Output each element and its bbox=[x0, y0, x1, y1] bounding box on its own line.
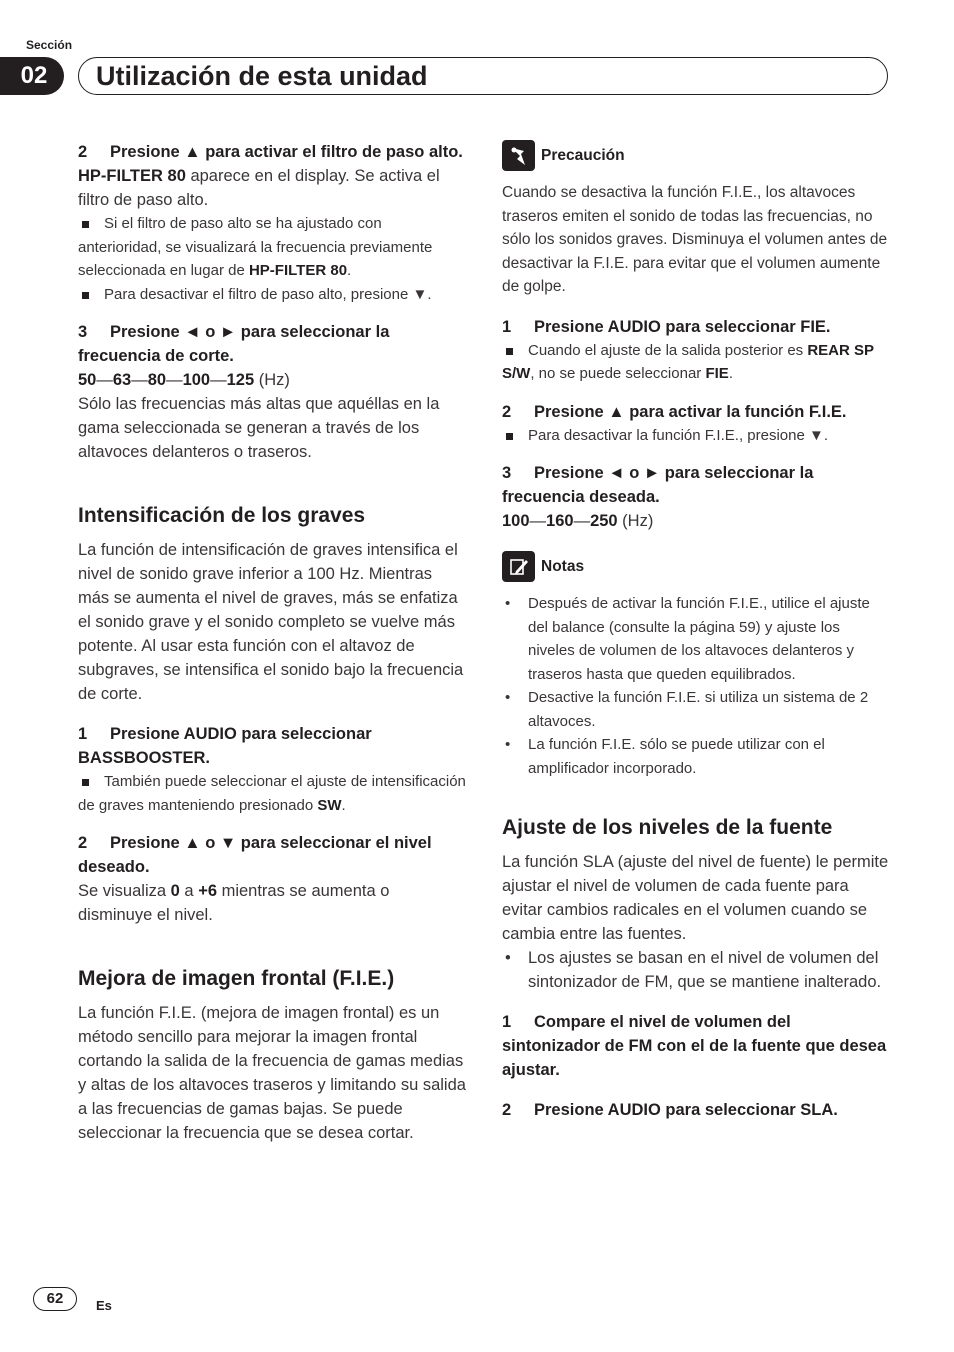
note-item: • Después de activar la función F.I.E., utilice el ajuste del balance (consulte la página 59) y ajuste los niveles de volumen de los altavoces delanteros y traseros hasta que queden equilibrados. bbox=[502, 592, 890, 686]
fie-step-1: 1 Presione AUDIO para seleccionar FIE. bbox=[502, 317, 831, 336]
fie-step-2-text: Presione ▲ para activar la función F.I.E. bbox=[534, 402, 847, 421]
sla-intro: La función SLA (ajuste del nivel de fuente) le permite ajustar el nivel de volumen de cada fuente para evitar cambios radicales en el volumen cuando se cambia entre las fuentes. bbox=[502, 853, 889, 943]
hpf-step-2-body: HP-FILTER 80 aparece en el display. Se activa el filtro de paso alto. bbox=[78, 167, 440, 209]
fie-note-1: Cuando el ajuste de la salida posterior es REAR SP S/W, no se puede seleccionar FIE. bbox=[502, 339, 890, 386]
section-number-badge: 02 bbox=[0, 57, 64, 95]
caution-header bbox=[502, 140, 890, 171]
sla-step-1: 1 Compare el nivel de volumen del sintonizador de FM con el de la fuente que desea ajustar. bbox=[502, 1013, 887, 1079]
right-column bbox=[502, 140, 890, 1122]
hpf-step-2: 2 Presione ▲ para activar el filtro de paso alto. bbox=[78, 143, 463, 161]
caution-pin-icon bbox=[502, 140, 535, 171]
note-item: • La función F.I.E. sólo se puede utilizar con el amplificador incorporado. bbox=[502, 733, 890, 780]
note-item: • Desactive la función F.I.E. si utiliza un sistema de 2 altavoces. bbox=[502, 686, 890, 733]
fie-intro: La función F.I.E. (mejora de imagen frontal) es un método sencillo para mejorar la imagen frontal cortando la salida de la frecuencia de gamas medias y altas de los altavoces traseros y limitando su salida a las frecuencias de gamas bajas. Se puede seleccionar la frecuencia que se desea cortar. bbox=[78, 1004, 466, 1142]
hpf-step-3-text: Presione ◄ o ► para seleccionar la frecuencia de corte. bbox=[78, 323, 390, 365]
bass-step-2-text: Presione ▲ o ▼ para seleccionar el nivel deseado. bbox=[78, 834, 432, 876]
sla-heading: Ajuste de los niveles de la fuente bbox=[502, 816, 833, 839]
fie-frequency-list: 100—160—250 (Hz) bbox=[502, 512, 654, 530]
hpf-note-2: Para desactivar el filtro de paso alto, presione ▼. bbox=[78, 283, 466, 307]
notes-label: Notas bbox=[541, 557, 585, 575]
caution-label: Precaución bbox=[541, 146, 625, 164]
section-label: Sección bbox=[26, 38, 73, 52]
bass-step-2-body: Se visualiza 0 a +6 mientras se aumenta o disminuye el nivel. bbox=[78, 882, 390, 924]
hpf-note-1: Si el filtro de paso alto se ha ajustado con anterioridad, se visualizará la frecuencia previamente seleccionada en lugar de HP-FILTER 80. bbox=[78, 212, 466, 283]
caution-text: Cuando se desactiva la función F.I.E., los altavoces traseros emiten el sonido de todas las frecuencias, no sólo los sonidos graves. Disminuya el volumen antes de desactivar la F.I.E. para evitar que el volumen aumente de golpe. bbox=[502, 184, 888, 295]
hpf-frequency-list: 50—63—80—100—125 (Hz) bbox=[78, 371, 290, 389]
fie-step-1-text: Presione AUDIO para seleccionar FIE. bbox=[534, 317, 831, 336]
page-title: Utilización de esta unidad bbox=[96, 61, 428, 91]
hpf-step-3: 3 Presione ◄ o ► para seleccionar la frecuencia de corte. bbox=[78, 323, 390, 365]
hpf-step-3-body: Sólo las frecuencias más altas que aquéllas en la gama seleccionada se generan a través de los altavoces delanteros o traseros. bbox=[78, 395, 440, 461]
sla-step-2: 2 Presione AUDIO para seleccionar SLA. bbox=[502, 1101, 838, 1119]
bass-note-1: También puede seleccionar el ajuste de intensificación de graves manteniendo presionado SW. bbox=[78, 770, 466, 817]
language-code: Es bbox=[96, 1298, 112, 1313]
fie-step-3: 3 Presione ◄ o ► para seleccionar la frecuencia deseada. bbox=[502, 464, 814, 506]
fie-step-2: 2 Presione ▲ para activar la función F.I.E. bbox=[502, 402, 847, 421]
bass-heading: Intensificación de los graves bbox=[78, 504, 366, 527]
notes-header bbox=[502, 551, 890, 582]
left-column bbox=[78, 140, 466, 1145]
bass-intro: La función de intensificación de graves intensifica el nivel de sonido grave inferior a 100 Hz. Mientras más se aumenta el nivel de graves, más se enfatiza el sonido grave y el sonido completo se vuelve más potente. Al usar esta función con el altavoz de subgraves, se intensifica el sonido bajo la frecuencia de corte. bbox=[78, 541, 464, 703]
sla-step-1-text: Compare el nivel de volumen del sintonizador de FM con el de la fuente que desea ajustar. bbox=[502, 1013, 887, 1079]
fie-step-3-text: Presione ◄ o ► para seleccionar la frecuencia deseada. bbox=[502, 464, 814, 506]
sla-bullet: • Los ajustes se basan en el nivel de volumen del sintonizador de FM, que se mantiene inalterado. bbox=[502, 946, 890, 994]
hpf-step-2-text: Presione ▲ para activar el filtro de paso alto. bbox=[110, 143, 463, 161]
bass-step-2: 2 Presione ▲ o ▼ para seleccionar el nivel deseado. bbox=[78, 834, 432, 876]
page-number: 62 bbox=[33, 1287, 77, 1311]
bass-step-1-text: Presione AUDIO para seleccionar BASSBOOSTER. bbox=[78, 725, 372, 767]
fie-note-2: Para desactivar la función F.I.E., presione ▼. bbox=[502, 424, 890, 448]
hp-filter-value: HP-FILTER 80 bbox=[78, 167, 186, 185]
bass-step-1: 1 Presione AUDIO para seleccionar BASSBOOSTER. bbox=[78, 725, 372, 767]
pencil-note-icon bbox=[502, 551, 535, 582]
sla-step-2-text: Presione AUDIO para seleccionar SLA. bbox=[534, 1101, 838, 1119]
fie-heading: Mejora de imagen frontal (F.I.E.) bbox=[78, 967, 395, 990]
